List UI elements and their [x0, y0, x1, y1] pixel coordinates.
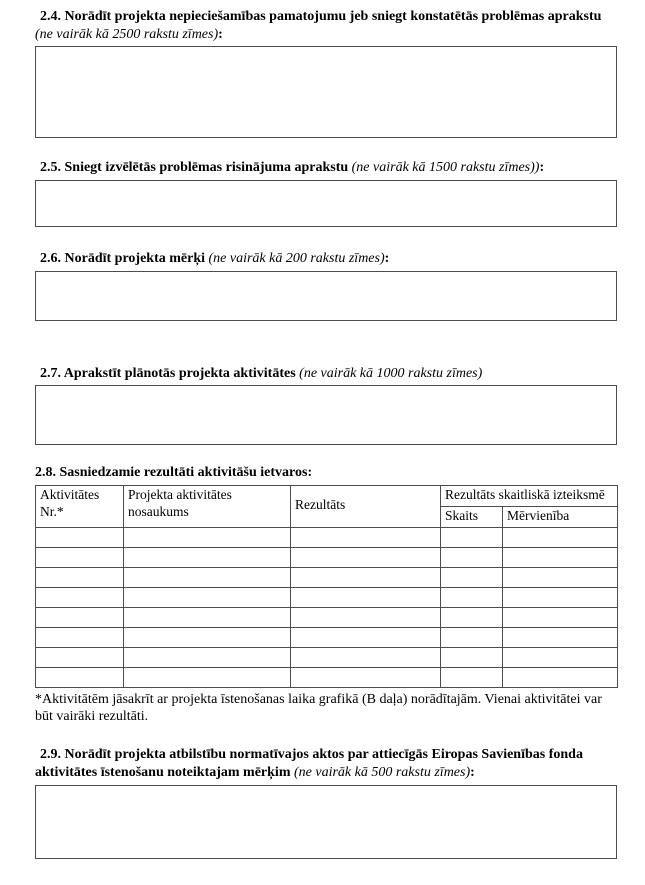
table-row	[36, 587, 618, 607]
section-2-6	[35, 250, 617, 321]
section-2-5	[35, 159, 617, 227]
section-2-6-title: 2.6. Norādīt projekta mērķi	[40, 250, 205, 266]
table-cell[interactable]	[441, 547, 503, 567]
table-cell[interactable]	[291, 647, 441, 667]
section-2-6-textarea[interactable]	[35, 271, 617, 321]
section-2-4-heading	[35, 8, 617, 43]
section-2-6-heading	[35, 250, 617, 268]
table-cell[interactable]	[36, 667, 124, 687]
table-cell[interactable]	[503, 547, 618, 567]
table-cell[interactable]	[503, 667, 618, 687]
table-cell[interactable]	[441, 567, 503, 587]
section-2-7-title: 2.7. Aprakstīt plānotās projekta aktivitātes	[40, 365, 296, 381]
results-table-head	[36, 485, 618, 527]
section-2-4-title: 2.4. Norādīt projekta nepieciešamības pamatojumu jeb sniegt konstatētās problēmas aprakstu	[40, 9, 602, 24]
table-cell[interactable]	[124, 587, 291, 607]
section-2-8-heading	[35, 464, 617, 482]
table-cell[interactable]	[36, 647, 124, 667]
table-cell[interactable]	[36, 587, 124, 607]
table-cell[interactable]	[124, 547, 291, 567]
table-cell[interactable]	[503, 627, 618, 647]
table-row	[36, 627, 618, 647]
table-cell[interactable]	[291, 627, 441, 647]
section-2-9-colon: :	[470, 764, 475, 780]
section-2-7-heading	[35, 365, 617, 383]
section-2-4	[35, 8, 617, 138]
table-cell[interactable]	[124, 627, 291, 647]
section-2-9-title: 2.9. Norādīt projekta atbilstību normatīvajos aktos par attiecīgās Eiropas Savienības fonda aktivitātes īstenošanu noteiktajam mērķim	[35, 747, 583, 780]
section-2-6-colon: :	[384, 250, 390, 266]
table-cell[interactable]	[291, 607, 441, 627]
table-cell[interactable]	[503, 567, 618, 587]
table-cell[interactable]	[124, 667, 291, 687]
section-2-8-title: 2.8. Sasniedzamie rezultāti aktivitāšu ietvaros:	[35, 465, 313, 481]
header-count: Skaits	[441, 506, 503, 527]
table-cell[interactable]	[36, 567, 124, 587]
section-2-6-char-limit: (ne vairāk kā 200 rakstu zīmes)	[208, 250, 385, 266]
table-cell[interactable]	[441, 647, 503, 667]
table-cell[interactable]	[291, 667, 441, 687]
table-cell[interactable]	[291, 527, 441, 547]
section-2-9	[35, 746, 617, 858]
table-cell[interactable]	[36, 627, 124, 647]
section-2-9-char-limit: (ne vairāk kā 500 rakstu zīmes)	[294, 764, 471, 780]
section-2-7-textarea[interactable]	[35, 385, 617, 445]
table-cell[interactable]	[503, 607, 618, 627]
section-2-4-char-limit: (ne vairāk kā 2500 rakstu zīmes)	[35, 26, 219, 42]
header-activity-number: Aktivitātes Nr.*	[36, 485, 124, 527]
table-cell[interactable]	[124, 647, 291, 667]
table-cell[interactable]	[503, 647, 618, 667]
table-row	[36, 607, 618, 627]
header-activity-name: Projekta aktivitātes nosaukums	[124, 485, 291, 527]
results-table-header-row-1	[36, 485, 618, 506]
table-row	[36, 647, 618, 667]
section-2-9-heading	[35, 746, 617, 781]
table-row	[36, 527, 618, 547]
table-cell[interactable]	[291, 547, 441, 567]
table-cell[interactable]	[503, 527, 618, 547]
table-row	[36, 667, 618, 687]
results-table-body	[36, 527, 618, 687]
table-cell[interactable]	[36, 527, 124, 547]
section-2-5-textarea[interactable]	[35, 180, 617, 227]
section-2-7-char-limit: (ne vairāk kā 1000 rakstu zīmes)	[299, 365, 483, 381]
section-2-5-char-limit: (ne vairāk kā 1500 rakstu zīmes))	[351, 160, 540, 176]
header-result: Rezultāts	[291, 485, 441, 527]
table-cell[interactable]	[503, 587, 618, 607]
section-2-4-colon: :	[218, 26, 223, 42]
table-cell[interactable]	[441, 667, 503, 687]
section-2-9-textarea[interactable]	[35, 785, 617, 859]
table-cell[interactable]	[36, 547, 124, 567]
table-row	[36, 567, 618, 587]
table-cell[interactable]	[36, 607, 124, 627]
section-2-8	[35, 464, 617, 726]
section-2-7	[35, 365, 617, 446]
table-cell[interactable]	[441, 527, 503, 547]
table-cell[interactable]	[291, 567, 441, 587]
header-unit: Mērvienība	[503, 506, 618, 527]
table-cell[interactable]	[291, 587, 441, 607]
section-2-4-textarea[interactable]	[35, 46, 617, 138]
results-table	[35, 485, 618, 688]
table-row	[36, 547, 618, 567]
section-2-5-colon: :	[539, 160, 545, 176]
table-cell[interactable]	[124, 527, 291, 547]
table-cell[interactable]	[441, 627, 503, 647]
section-2-5-heading	[35, 159, 617, 177]
table-cell[interactable]	[441, 607, 503, 627]
header-result-numeric: Rezultāts skaitliskā izteiksmē	[441, 485, 618, 506]
section-2-5-title: 2.5. Sniegt izvēlētās problēmas risinājuma aprakstu	[40, 160, 349, 176]
table-cell[interactable]	[124, 607, 291, 627]
table-footnote: *Aktivitātēm jāsakrīt ar projekta īstenošanas laika grafikā (B daļa) norādītajām. Vienai aktivitātei var būt vairāki rezultāti.	[35, 691, 602, 725]
table-cell[interactable]	[441, 587, 503, 607]
table-cell[interactable]	[124, 567, 291, 587]
